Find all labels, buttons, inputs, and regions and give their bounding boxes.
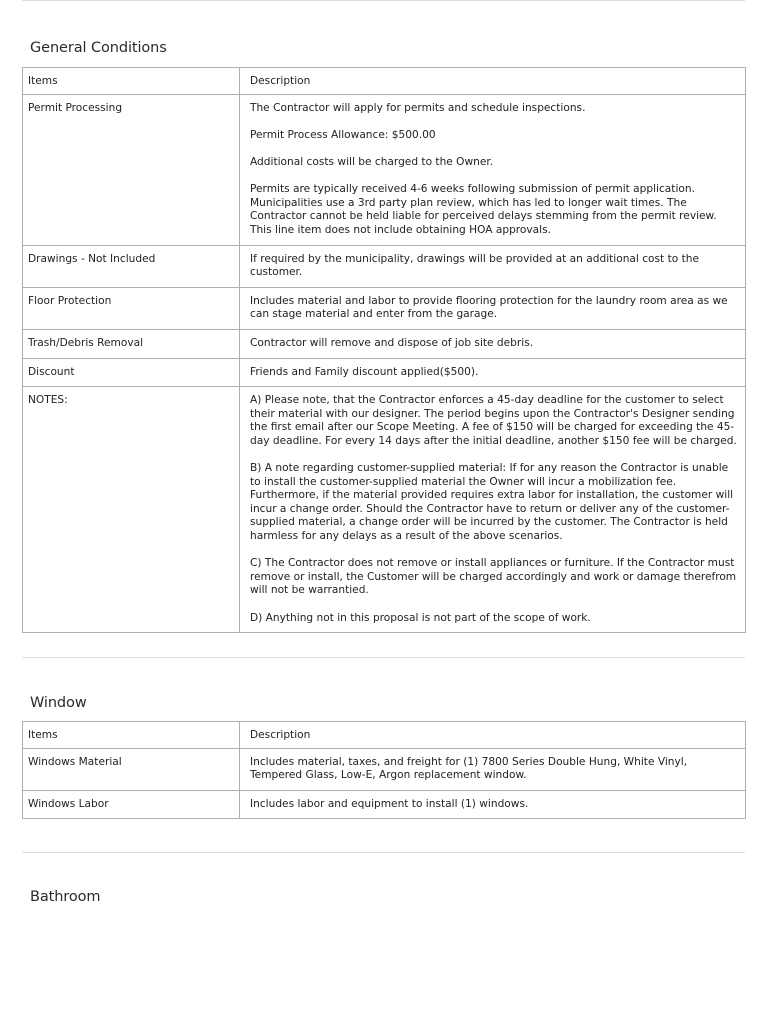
description-paragraph: The Contractor will apply for permits and schedule inspections. bbox=[250, 101, 586, 114]
table-row bbox=[23, 245, 746, 287]
description-paragraph: A) Please note, that the Contractor enforces a 45-day deadline for the customer to select their material with our designer. The period begins upon the Contractor's Designer sending the first email after our Scope Meeting. A fee of $150 will be charged for exceeding the 45-day deadline. For every 14 days after the initial deadline, another $150 fee will be charged. bbox=[250, 394, 737, 447]
row-description bbox=[240, 245, 746, 287]
row-item-label: Floor Protection bbox=[23, 287, 240, 329]
description-paragraph: D) Anything not in this proposal is not part of the scope of work. bbox=[250, 611, 591, 624]
column-header-description: Description bbox=[240, 722, 746, 749]
general-conditions-table bbox=[22, 67, 746, 633]
window-table bbox=[22, 721, 746, 819]
row-description bbox=[240, 94, 746, 245]
row-description bbox=[240, 748, 746, 790]
description-paragraph: Additional costs will be charged to the Owner. bbox=[250, 155, 494, 168]
description-paragraph: Permit Process Allowance: $500.00 bbox=[250, 128, 436, 141]
table-header-row bbox=[23, 68, 746, 95]
description-paragraph: Permits are typically received 4-6 weeks following submission of permit application. Municipalities use a 3rd party plan review, which has led to longer wait times. The Contractor cannot be held liable for perceived delays stemming from the permit review. This line item does not include obtaining HOA approvals. bbox=[250, 183, 717, 236]
row-item-label: NOTES: bbox=[23, 387, 240, 633]
row-item-label: Windows Material bbox=[23, 748, 240, 790]
top-divider bbox=[22, 0, 745, 1]
row-description bbox=[240, 358, 746, 387]
column-header-items: Items bbox=[23, 68, 240, 95]
table-row bbox=[23, 329, 746, 358]
table-row bbox=[23, 748, 746, 790]
description-paragraph: B) A note regarding customer-supplied material: If for any reason the Contractor is unable to install the customer-supplied material the Owner will incur a mobilization fee. Furthermore, if the material provided requires extra labor for installation, the customer will incur a change order. Should the Contractor have to return or deliver any of the customer-supplied material, a change order will be incurred by the customer. The Contractor is held harmless for any delays as a result of the above scenarios. bbox=[250, 462, 734, 543]
description-paragraph: Includes material, taxes, and freight for (1) 7800 Series Double Hung, White Vinyl, Tempered Glass, Low-E, Argon replacement window. bbox=[250, 755, 688, 782]
row-item-label: Permit Processing bbox=[23, 94, 240, 245]
section-title-general-conditions: General Conditions bbox=[30, 40, 167, 56]
description-paragraph: Includes material and labor to provide flooring protection for the laundry room area as we can stage material and enter from the garage. bbox=[250, 294, 728, 321]
section-title-bathroom: Bathroom bbox=[30, 889, 101, 905]
column-header-items: Items bbox=[23, 722, 240, 749]
description-paragraph: C) The Contractor does not remove or install appliances or furniture. If the Contractor must remove or install, the Customer will be charged accordingly and work or damage therefrom will not be warrantied. bbox=[250, 557, 737, 597]
description-paragraph: Contractor will remove and dispose of job site debris. bbox=[250, 336, 534, 349]
section-divider bbox=[22, 657, 745, 658]
row-item-label: Discount bbox=[23, 358, 240, 387]
table-row bbox=[23, 790, 746, 819]
table-row bbox=[23, 287, 746, 329]
description-paragraph: If required by the municipality, drawings will be provided at an additional cost to the customer. bbox=[250, 252, 699, 279]
table-row bbox=[23, 358, 746, 387]
description-paragraph: Friends and Family discount applied($500). bbox=[250, 365, 479, 378]
column-header-description: Description bbox=[240, 68, 746, 95]
row-description bbox=[240, 287, 746, 329]
table-header-row bbox=[23, 722, 746, 749]
table-row bbox=[23, 94, 746, 245]
row-item-label: Windows Labor bbox=[23, 790, 240, 819]
row-description bbox=[240, 387, 746, 633]
section-divider bbox=[22, 852, 745, 853]
row-description bbox=[240, 790, 746, 819]
table-row bbox=[23, 387, 746, 633]
row-item-label: Trash/Debris Removal bbox=[23, 329, 240, 358]
description-paragraph: Includes labor and equipment to install (1) windows. bbox=[250, 797, 529, 810]
section-title-window: Window bbox=[30, 695, 87, 711]
row-description bbox=[240, 329, 746, 358]
row-item-label: Drawings - Not Included bbox=[23, 245, 240, 287]
